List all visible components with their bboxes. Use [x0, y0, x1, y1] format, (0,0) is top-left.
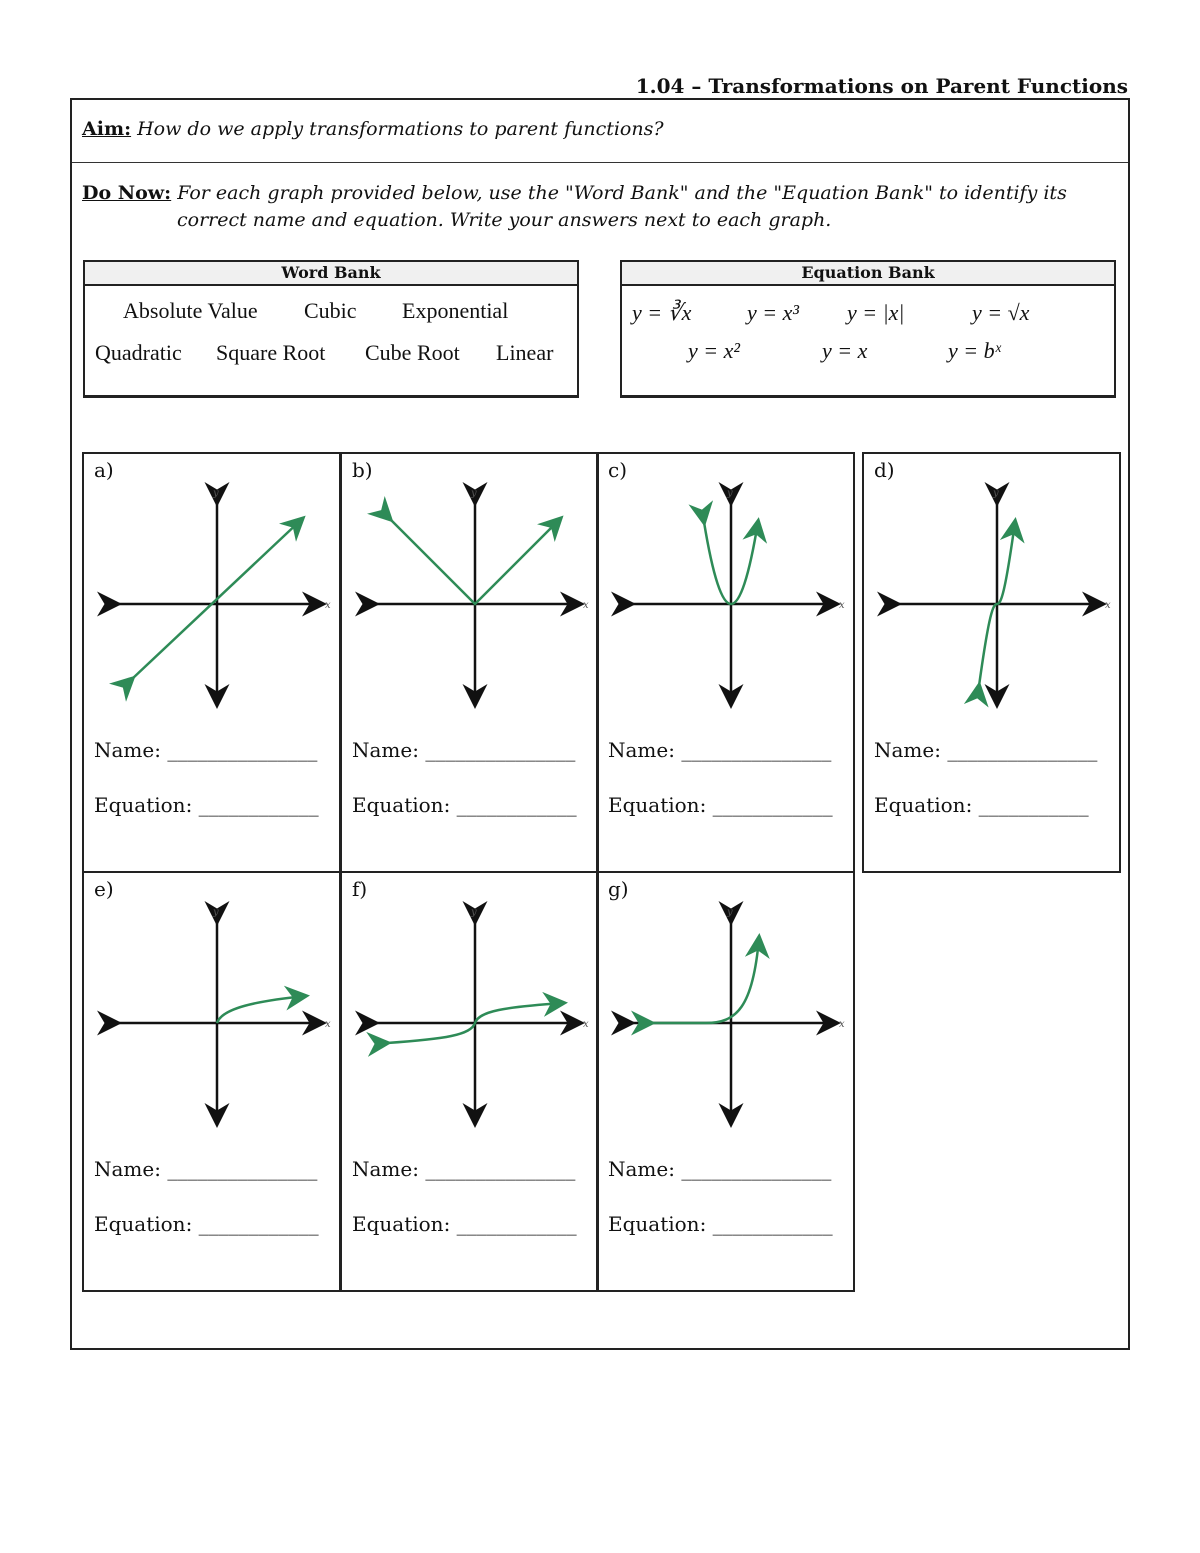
graph-letter: g)	[608, 877, 629, 901]
word-absolute-value: Absolute Value	[123, 298, 258, 323]
y-axis-label: y	[993, 488, 999, 499]
equation-linear: y = x	[822, 338, 868, 363]
graph-letter: d)	[874, 458, 895, 482]
graph-exponential	[608, 901, 848, 1131]
x-axis-label: x	[583, 1019, 589, 1030]
graph-cell-quadratic	[596, 452, 855, 873]
equation-blank[interactable]: Equation: ____________	[94, 1212, 319, 1236]
graph-cell-exponential	[596, 871, 855, 1292]
name-blank[interactable]: Name: _______________	[94, 738, 318, 762]
y-axis-label: y	[727, 488, 733, 499]
word-cubic: Cubic	[304, 298, 357, 323]
name-blank[interactable]: Name: _______________	[94, 1157, 318, 1181]
x-axis-label: x	[839, 600, 845, 611]
word-linear: Linear	[496, 340, 554, 365]
equation-blank[interactable]: Equation: ____________	[608, 1212, 833, 1236]
do-now	[82, 180, 1112, 234]
x-axis-label: x	[1105, 600, 1111, 611]
function-curve	[651, 938, 759, 1023]
y-axis-label: y	[727, 907, 733, 918]
y-axis-label: y	[471, 907, 477, 918]
equation-blank[interactable]: Equation: ____________	[94, 793, 319, 817]
do-now-line2: correct name and equation. Write your answers next to each graph.	[177, 209, 832, 231]
graph-letter: b)	[352, 458, 373, 482]
graph-cell-linear	[82, 452, 341, 873]
equation-blank[interactable]: Equation: ____________	[352, 1212, 577, 1236]
x-axis-label: x	[583, 600, 589, 611]
y-axis-label: y	[213, 488, 219, 499]
graph-square-root	[94, 901, 334, 1131]
function-curve	[217, 996, 305, 1023]
graph-absolute-value	[352, 482, 592, 712]
x-axis-label: x	[325, 600, 331, 611]
equation-blank[interactable]: Equation: ____________	[608, 793, 833, 817]
name-blank[interactable]: Name: _______________	[352, 738, 576, 762]
equation-bank	[620, 260, 1116, 398]
graph-letter: a)	[94, 458, 114, 482]
name-blank[interactable]: Name: _______________	[608, 1157, 832, 1181]
word-exponential: Exponential	[402, 298, 509, 323]
do-now-line1: For each graph provided below, use the "Word Bank" and the "Equation Bank" to identify its	[171, 182, 1067, 204]
graph-letter: f)	[352, 877, 368, 901]
equation-square-root: y = √x	[972, 300, 1030, 325]
equation-absolute: y = |x|	[847, 300, 905, 325]
graph-cell-cubic	[862, 452, 1121, 873]
word-bank	[83, 260, 579, 398]
graph-cell-square-root	[82, 871, 341, 1292]
graph-linear	[94, 482, 334, 712]
name-blank[interactable]: Name: _______________	[352, 1157, 576, 1181]
equation-cubic: y = x³	[747, 300, 799, 325]
equation-quadratic: y = x²	[688, 338, 740, 363]
word-cube-root: Cube Root	[365, 340, 460, 365]
word-square-root: Square Root	[216, 340, 326, 365]
name-blank[interactable]: Name: _______________	[874, 738, 1098, 762]
worksheet-title: 1.04 – Transformations on Parent Functions	[635, 74, 1128, 98]
graph-cell-absolute-value	[340, 452, 599, 873]
graph-cubic	[874, 482, 1114, 712]
y-axis-label: y	[213, 907, 219, 918]
do-now-label: Do Now:	[82, 182, 172, 204]
word-quadratic: Quadratic	[95, 340, 182, 365]
aim-label: Aim:	[82, 118, 132, 140]
graph-cell-cube-root	[340, 871, 599, 1292]
equation-blank[interactable]: Equation: ____________	[352, 793, 577, 817]
graph-letter: e)	[94, 877, 114, 901]
graph-quadratic	[608, 482, 848, 712]
aim-text: How do we apply transformations to parent functions?	[131, 118, 664, 140]
graph-cube-root	[352, 901, 592, 1131]
equation-cube-root: y = ∛x	[632, 300, 692, 325]
x-axis-label: x	[839, 1019, 845, 1030]
equation-bank-title: Equation Bank	[622, 262, 1114, 286]
aim-row	[72, 100, 1128, 163]
graph-letter: c)	[608, 458, 628, 482]
name-blank[interactable]: Name: _______________	[608, 738, 832, 762]
x-axis-label: x	[325, 1019, 331, 1030]
y-axis-label: y	[471, 488, 477, 499]
equation-exponential: y = bˣ	[948, 338, 1001, 363]
word-bank-title: Word Bank	[85, 262, 577, 286]
equation-blank[interactable]: Equation: ___________	[874, 793, 1089, 817]
